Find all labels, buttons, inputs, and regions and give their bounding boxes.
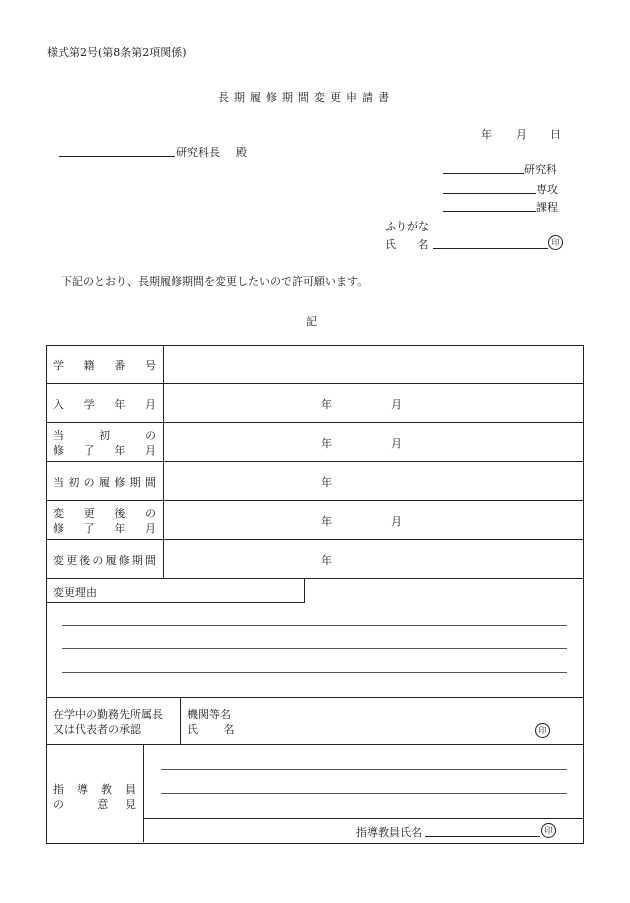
advisor-label-line2: の 意 見	[53, 798, 136, 811]
advisor-signature-divider	[143, 818, 583, 819]
employer-name-label: 氏 名	[187, 723, 235, 736]
new-period-year-label: 年	[321, 554, 332, 567]
employer-org-label: 機関等名	[187, 708, 231, 721]
graduate-school-line[interactable]	[443, 173, 524, 174]
original-completion-label-line2: 修 了 年 月	[53, 444, 156, 457]
course-suffix: 課程	[536, 201, 558, 214]
furigana-label: ふりがな	[385, 220, 429, 233]
employer-divider	[180, 697, 181, 744]
reason-label-box-right	[304, 578, 305, 603]
ki-heading: 記	[306, 315, 317, 328]
advisor-opinion-line-2[interactable]	[161, 793, 567, 794]
employer-seal-icon: 印	[535, 723, 550, 738]
major-suffix: 専攻	[536, 183, 558, 196]
advisor-signature-label: 指導教員氏名	[356, 826, 422, 839]
enrollment-field[interactable]	[164, 384, 582, 422]
new-completion-month-label: 月	[391, 515, 402, 528]
employer-field[interactable]	[240, 705, 520, 738]
enrollment-year-label: 年	[321, 398, 332, 411]
employer-label-line2: 又は代表者の承認	[53, 723, 141, 736]
advisor-divider	[143, 744, 144, 842]
advisor-signature-line[interactable]	[425, 836, 540, 837]
original-period-field[interactable]	[164, 462, 582, 500]
addressee-title: 研究科長	[176, 146, 220, 159]
course-line[interactable]	[443, 211, 536, 212]
new-completion-field[interactable]	[164, 501, 582, 539]
student-id-label: 学 籍 番 号	[53, 359, 156, 372]
new-completion-year-label: 年	[321, 515, 332, 528]
reason-line-1[interactable]	[62, 625, 567, 626]
advisor-label-line1: 指 導 教 員	[53, 783, 136, 796]
enrollment-month-label: 月	[391, 398, 402, 411]
reason-label: 変更理由	[53, 586, 97, 599]
reason-label-box-bottom	[46, 602, 304, 603]
school-dean-name-line[interactable]	[59, 156, 175, 157]
row-divider	[46, 697, 584, 698]
original-period-year-label: 年	[321, 476, 332, 489]
reason-line-2[interactable]	[62, 648, 567, 649]
applicant-seal-icon: 印	[548, 235, 563, 250]
new-period-label: 変 更 後 の 履 修 期 間	[53, 554, 156, 567]
student-id-field[interactable]	[164, 346, 582, 383]
original-period-label: 当 初 の 履 修 期 間	[53, 476, 156, 489]
row-divider	[46, 578, 584, 579]
advisor-opinion-line-1[interactable]	[161, 769, 567, 770]
graduate-school-suffix: 研究科	[524, 163, 557, 176]
new-period-field[interactable]	[164, 540, 582, 578]
new-completion-label-line2: 修 了 年 月	[53, 522, 156, 535]
original-completion-label-line1: 当 初 の	[53, 429, 156, 442]
date-day-label: 日	[550, 128, 561, 141]
new-completion-label-line1: 変 更 後 の	[53, 507, 156, 520]
reason-line-3[interactable]	[62, 672, 567, 673]
original-completion-field[interactable]	[164, 423, 582, 461]
major-line[interactable]	[443, 193, 536, 194]
form-number: 様式第2号(第8条第2項関係)	[47, 46, 187, 59]
advisor-seal-icon: 印	[541, 823, 556, 838]
request-statement: 下記のとおり、長期履修期間を変更したいので許可願います。	[61, 275, 369, 288]
enrollment-label: 入 学 年 月	[53, 398, 156, 411]
row-divider	[46, 744, 584, 745]
original-completion-year-label: 年	[321, 437, 332, 450]
applicant-name-line[interactable]	[433, 248, 548, 249]
addressee-honorific: 殿	[236, 146, 247, 159]
page-title: 長期履修期間変更申請書	[218, 91, 394, 104]
employer-label-line1: 在学中の勤務先所属長	[53, 708, 163, 721]
original-completion-month-label: 月	[391, 437, 402, 450]
applicant-name-label: 氏 名	[385, 238, 429, 251]
date-month-label: 月	[516, 128, 527, 141]
date-year-label: 年	[481, 128, 492, 141]
